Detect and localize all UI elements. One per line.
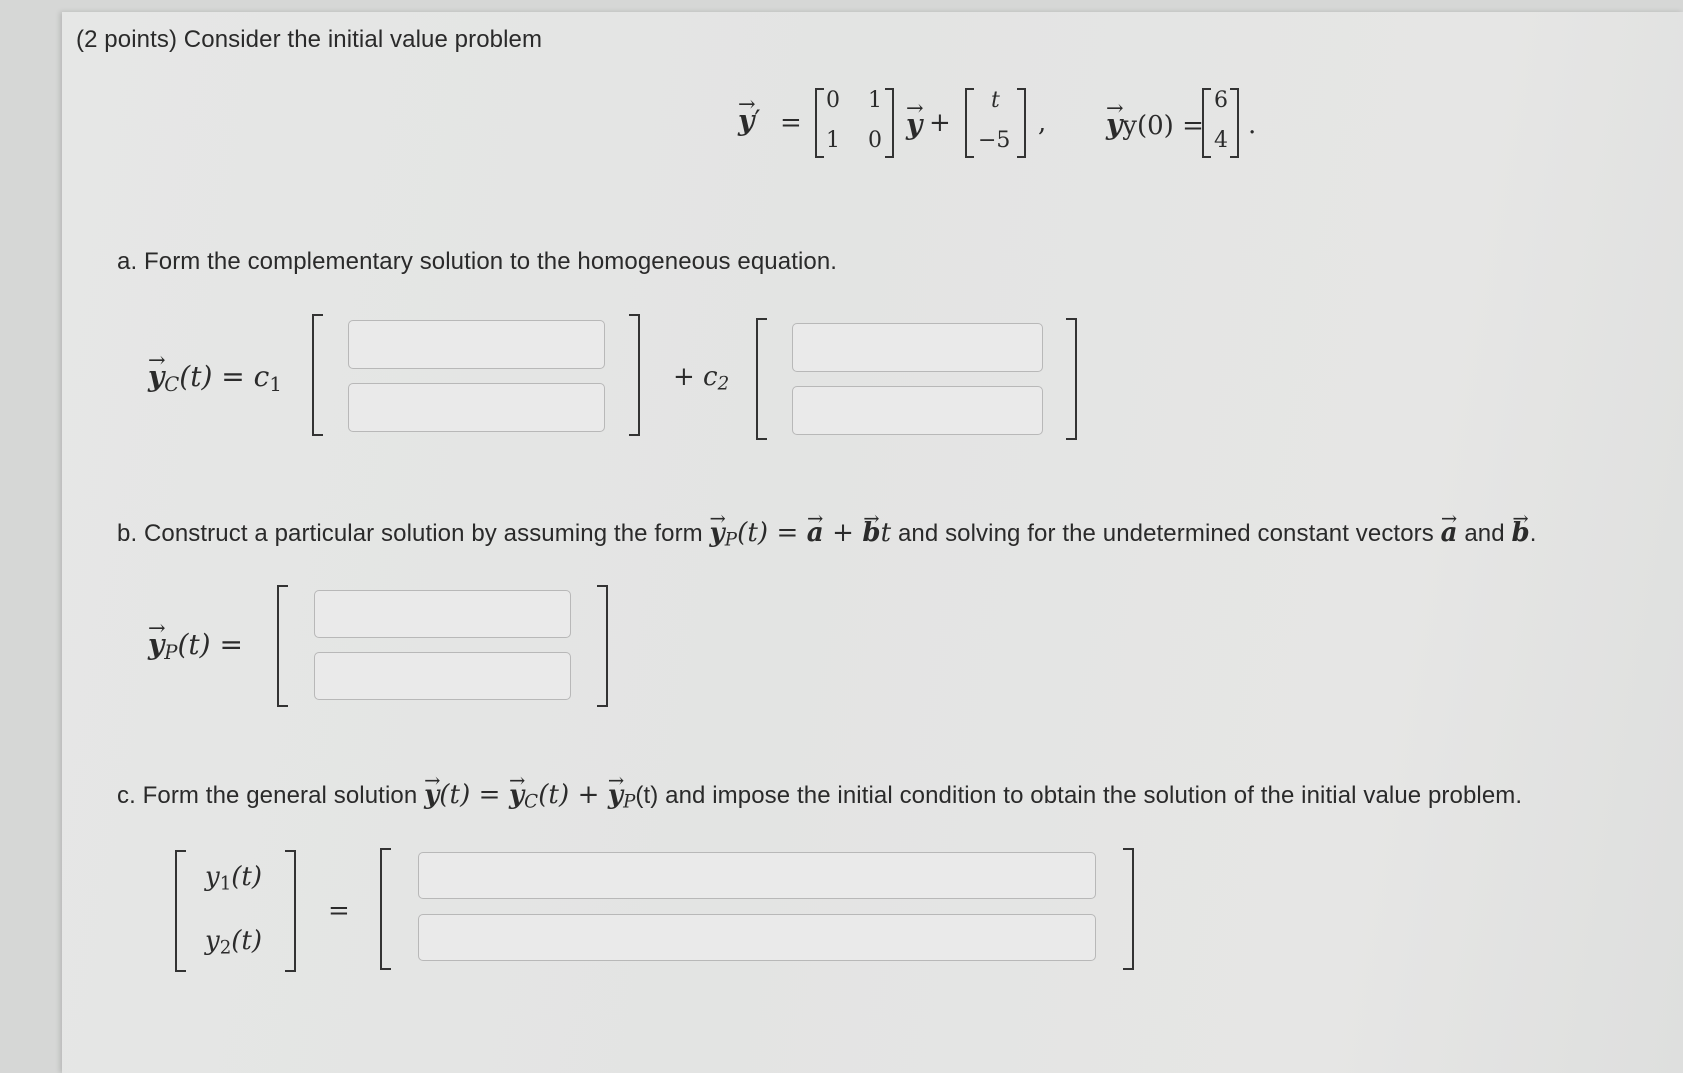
comma: , <box>1038 108 1047 138</box>
y-vector: → y <box>1106 108 1122 141</box>
matrix-right-bracket <box>885 88 894 158</box>
vector2-right-bracket <box>1066 318 1077 440</box>
y-vector: → y <box>710 518 725 548</box>
forcing-bottom: −5 <box>978 128 1011 153</box>
equals-sign: = <box>780 108 802 138</box>
problem-intro: (2 points) Consider the initial value problem <box>76 26 543 53</box>
part-b-text: b. Construct a particular solution by assuming the form → $y_P(t)$ = → a + → bt and solving for the undetermined constant vectors → a and → b. <box>117 518 1537 551</box>
solution-lhs-right-bracket <box>285 850 296 972</box>
y-vector: → y <box>738 104 754 137</box>
y-vector: → y <box>906 108 922 141</box>
yp-bottom-input[interactable] <box>314 652 571 700</box>
ic-right-bracket <box>1230 88 1239 158</box>
plus-sign: + <box>929 108 951 138</box>
solution-rhs-left-bracket <box>380 848 391 970</box>
b-vector: → b <box>862 518 880 548</box>
forcing-left-bracket <box>965 88 974 158</box>
yp-left-bracket <box>277 585 288 707</box>
initial-condition-label: y(0) = <box>1122 111 1204 141</box>
forcing-right-bracket <box>1017 88 1026 158</box>
vector2-top-input[interactable] <box>792 323 1043 372</box>
y2-label: $y_2(t)$ <box>205 926 263 959</box>
yp-top-input[interactable] <box>314 590 571 638</box>
solution-rhs-right-bracket <box>1123 848 1134 970</box>
matrix-left-bracket <box>815 88 824 158</box>
vector1-bottom-input[interactable] <box>348 383 605 432</box>
solution-lhs-left-bracket <box>175 850 186 972</box>
ic-bottom: 4 <box>1214 128 1228 153</box>
matrix-a21: 1 <box>826 128 840 153</box>
y-vector: → y <box>148 628 164 661</box>
forcing-top: t <box>991 88 1000 113</box>
vector2-left-bracket <box>756 318 767 440</box>
vector1-top-input[interactable] <box>348 320 605 369</box>
b-vector: → b <box>1511 518 1529 548</box>
y-vector: → y <box>608 780 623 810</box>
y-vector: → y <box>148 360 164 393</box>
vector1-right-bracket <box>629 314 640 436</box>
ic-top: 6 <box>1214 88 1228 113</box>
part-a-text: a. Form the complementary solution to the homogeneous equation. <box>117 248 838 275</box>
solution-bottom-input[interactable] <box>418 914 1096 961</box>
part-c-text: c. Form the general solution → y(t) = → $y_C(t)$ + → $y_P(t)$ and impose the initial condition to obtain the solution of the initial value problem. <box>117 780 1522 813</box>
ic-left-bracket <box>1202 88 1211 158</box>
prime: ′ <box>754 104 761 137</box>
y-vector: → y <box>424 780 439 810</box>
solution-equals: = <box>328 896 350 926</box>
y1-label: $y_1(t)$ <box>205 862 263 895</box>
period: . <box>1248 110 1257 140</box>
yc-label: → $y_C(t) = c_1$ <box>148 360 282 396</box>
vector1-left-bracket <box>312 314 323 436</box>
plus-c2-label: + $c_2$ <box>673 362 730 395</box>
yp-right-bracket <box>597 585 608 707</box>
a-vector: → a <box>807 518 824 548</box>
vector2-bottom-input[interactable] <box>792 386 1043 435</box>
matrix-a22: 0 <box>868 128 882 153</box>
y-vector: → y <box>509 780 524 810</box>
yp-label: → $y_P(t)$ = <box>148 628 243 664</box>
a-vector: → a <box>1441 518 1458 548</box>
solution-top-input[interactable] <box>418 852 1096 899</box>
matrix-a12: 1 <box>868 88 882 113</box>
matrix-a11: 0 <box>826 88 840 113</box>
